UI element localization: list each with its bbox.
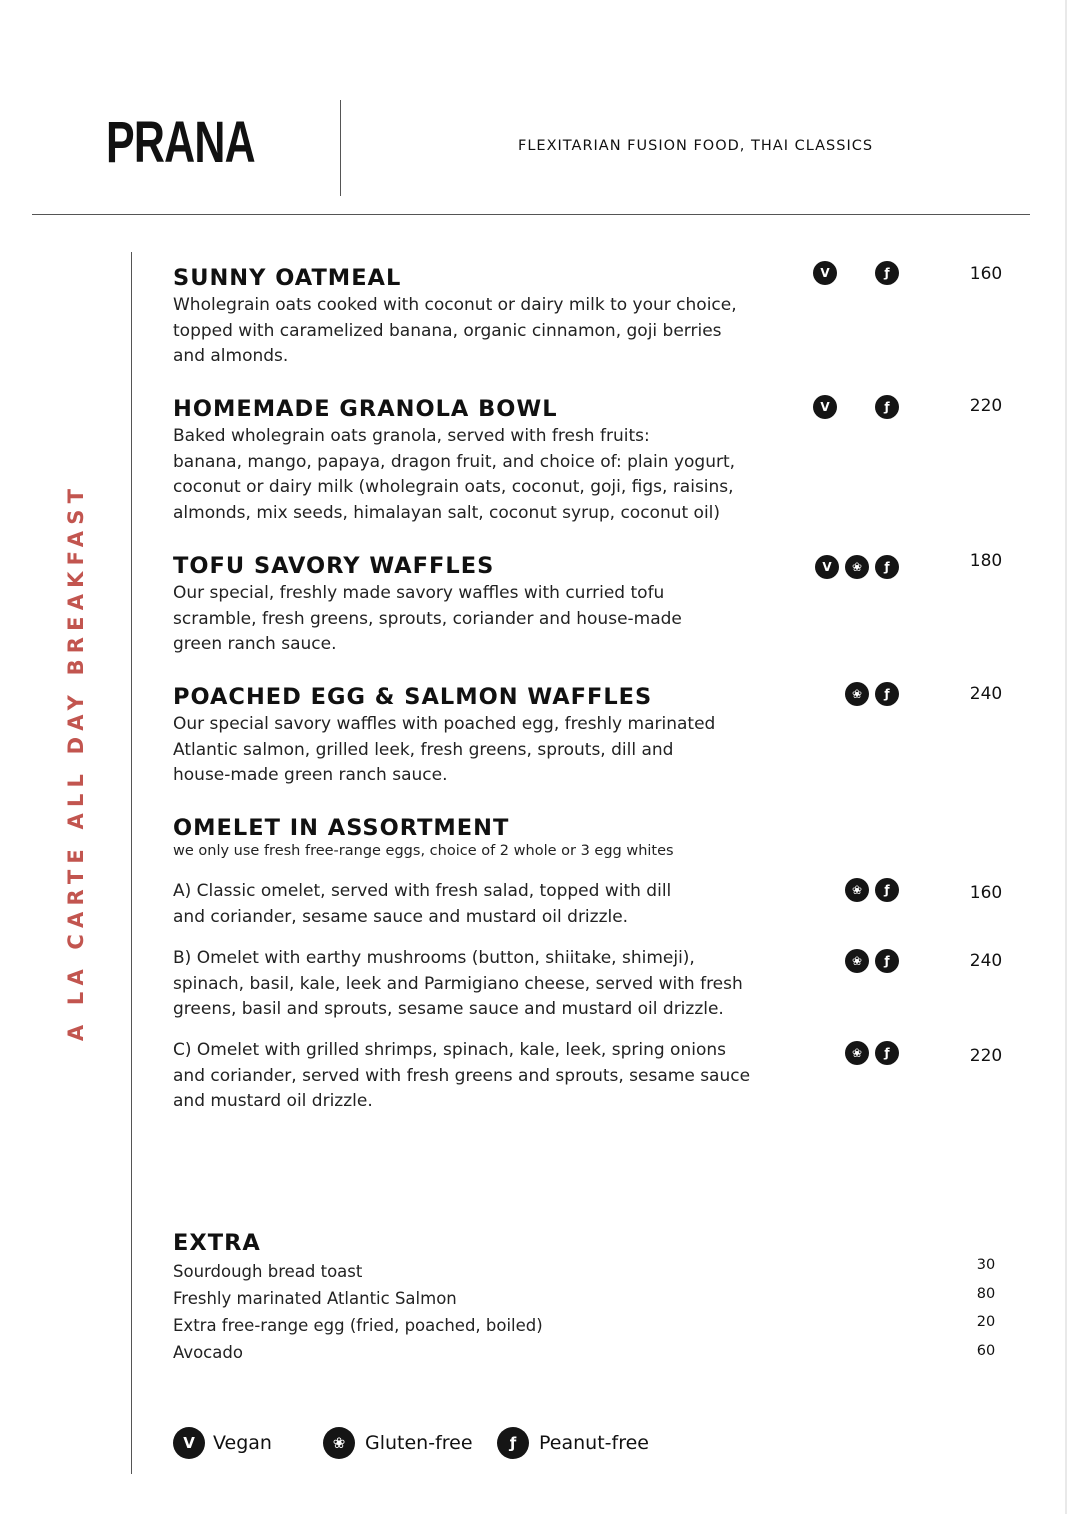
peanut-free-icon: ƒ — [875, 1041, 899, 1065]
item-description: greens, basil and sprouts, sesame sauce and mustard oil drizzle. — [173, 999, 724, 1020]
vegan-icon: V — [173, 1427, 205, 1459]
vegan-icon: V — [813, 395, 837, 419]
item-name: POACHED EGG & SALMON WAFFLES — [173, 684, 653, 710]
item-description: Baked wholegrain oats granola, served with fresh fruits: — [173, 426, 650, 446]
item-description: C) Omelet with grilled shrimps, spinach, kale, leek, spring onions — [173, 1040, 726, 1060]
item-description: and coriander, sesame sauce and mustard oil drizzle. — [173, 906, 629, 927]
item-description: and coriander, served with fresh greens and sprouts, sesame sauce — [173, 1065, 751, 1086]
item-description: almonds, mix seeds, himalayan salt, coconut syrup, coconut oil) — [173, 502, 721, 523]
extra-item: Sourdough bread toast — [173, 1262, 363, 1281]
item-description: banana, mango, papaya, dragon fruit, and choice of: plain yogurt, — [173, 451, 736, 472]
item-price: 220 — [969, 1046, 1003, 1066]
extra-item: Extra free-range egg (fried, poached, boiled) — [173, 1316, 543, 1335]
item-description: Atlantic salmon, grilled leek, fresh greens, sprouts, dill and — [173, 739, 674, 760]
extra-title: EXTRA — [173, 1230, 261, 1256]
item-price: 160 — [969, 264, 1003, 284]
item-description: and mustard oil drizzle. — [173, 1091, 373, 1112]
item-description: B) Omelet with earthy mushrooms (button, shiitake, shimeji), — [173, 948, 695, 968]
logo: PRANA — [106, 110, 255, 175]
peanut-free-icon: ƒ — [875, 555, 899, 579]
gluten-free-icon: ❀ — [323, 1427, 355, 1459]
item-description: house-made green ranch sauce. — [173, 765, 448, 786]
header-divider — [340, 100, 341, 196]
item-description: topped with caramelized banana, organic cinnamon, goji berries — [173, 320, 722, 341]
item-price: 240 — [969, 684, 1003, 704]
extra-item: Freshly marinated Atlantic Salmon — [173, 1289, 457, 1308]
gluten-free-icon: ❀ — [845, 555, 869, 579]
peanut-free-icon: ƒ — [875, 878, 899, 902]
item-description: scramble, fresh greens, sprouts, coriander and house-made — [173, 608, 682, 629]
extra-price: 30 — [976, 1257, 996, 1273]
item-price: 160 — [969, 883, 1003, 903]
peanut-free-icon: ƒ — [875, 261, 899, 285]
vegan-icon: V — [815, 555, 839, 579]
peanut-free-icon: ƒ — [875, 682, 899, 706]
gluten-free-icon: ❀ — [845, 1041, 869, 1065]
vegan-icon: V — [813, 261, 837, 285]
peanut-free-icon: ƒ — [875, 949, 899, 973]
item-description: and almonds. — [173, 346, 289, 367]
item-description: Our special savory waffles with poached egg, freshly marinated — [173, 714, 716, 734]
item-description: Wholegrain oats cooked with coconut or dairy milk to your choice, — [173, 295, 737, 315]
item-name: SUNNY OATMEAL — [173, 265, 402, 291]
peanut-free-icon: ƒ — [497, 1427, 529, 1459]
header-rule — [32, 214, 1030, 215]
section-title: A LA CARTE ALL DAY BREAKFAST — [64, 482, 88, 1042]
legend-label: Peanut-free — [539, 1432, 649, 1454]
peanut-free-icon: ƒ — [875, 395, 899, 419]
extra-price: 20 — [976, 1314, 996, 1330]
item-description: coconut or dairy milk (wholegrain oats, coconut, goji, figs, raisins, — [173, 477, 734, 498]
extra-item: Avocado — [173, 1343, 243, 1362]
extra-price: 80 — [976, 1285, 996, 1302]
item-name: OMELET IN ASSORTMENT — [173, 815, 510, 841]
gluten-free-icon: ❀ — [845, 949, 869, 973]
item-note: we only use fresh free-range eggs, choice of 2 whole or 3 egg whites — [173, 843, 674, 859]
item-price: 240 — [969, 951, 1003, 971]
legend-label: Gluten-free — [365, 1432, 473, 1454]
gluten-free-icon: ❀ — [845, 878, 869, 902]
item-description: spinach, basil, kale, leek and Parmigiano cheese, served with fresh — [173, 973, 743, 994]
gluten-free-icon: ❀ — [845, 682, 869, 706]
item-description: Our special, freshly made savory waffles with curried tofu — [173, 583, 665, 603]
tagline: FLEXITARIAN FUSION FOOD, THAI CLASSICS — [518, 138, 874, 154]
item-name: TOFU SAVORY WAFFLES — [173, 553, 495, 579]
legend-label: Vegan — [213, 1432, 272, 1454]
item-description: A) Classic omelet, served with fresh salad, topped with dill — [173, 881, 672, 901]
item-price: 220 — [969, 396, 1003, 416]
extra-price: 60 — [976, 1342, 996, 1359]
item-price: 180 — [969, 551, 1003, 571]
item-name: HOMEMADE GRANOLA BOWL — [173, 396, 558, 422]
item-description: green ranch sauce. — [173, 634, 337, 655]
left-rule — [131, 252, 132, 1474]
